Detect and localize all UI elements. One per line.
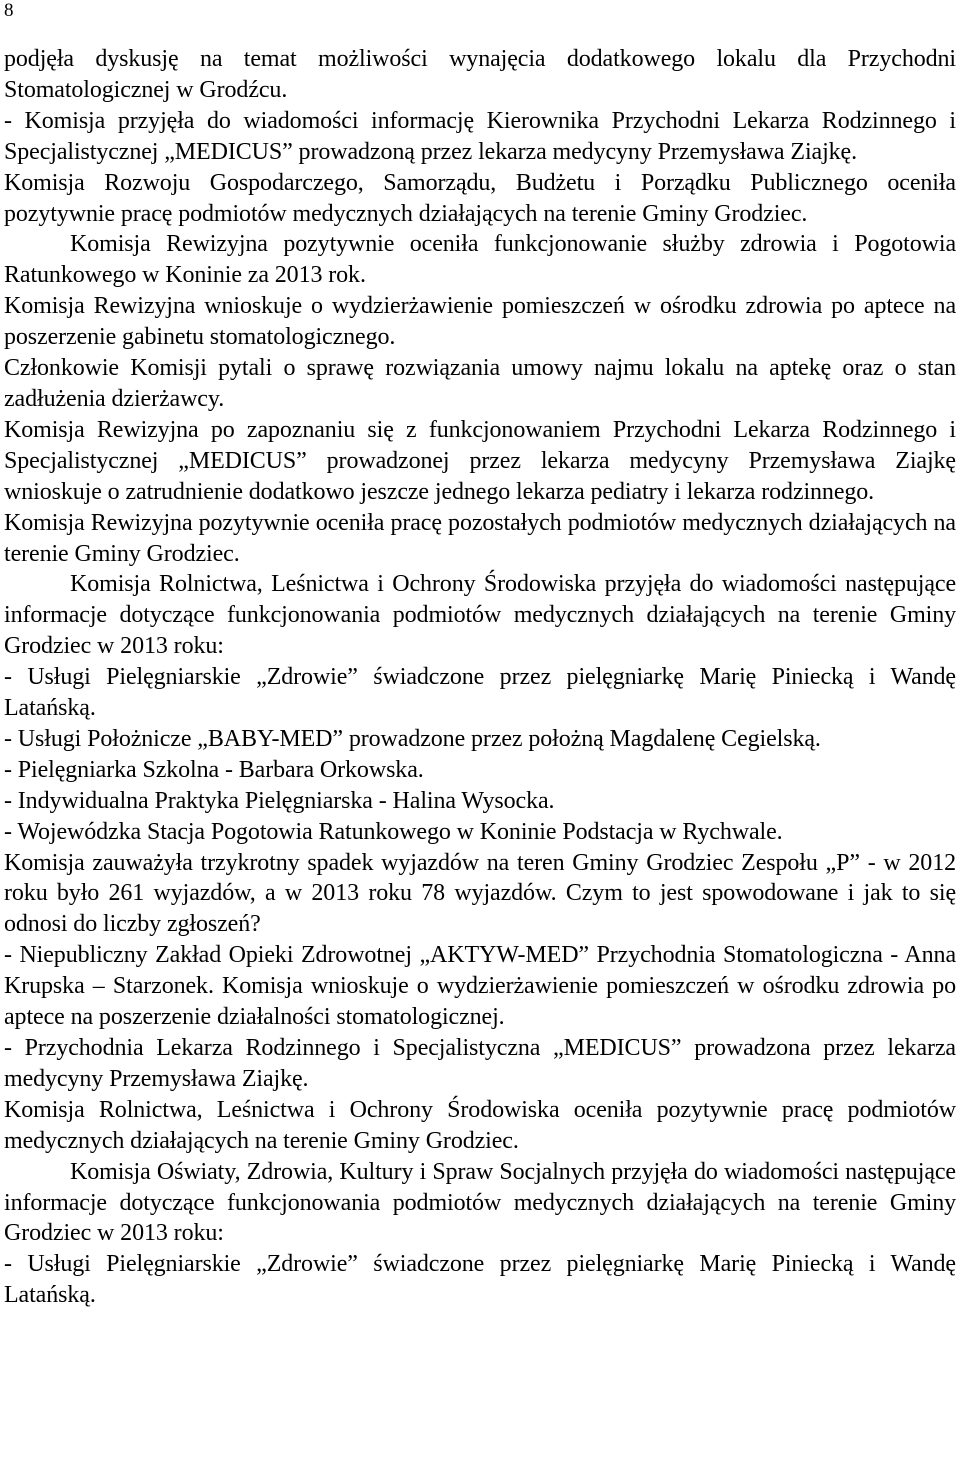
list-item-pielegniarka-szkolna: - Pielęgniarka Szkolna - Barbara Orkowska. (4, 756, 424, 783)
list-item-aktyw-med: - Niepubliczny Zakład Opieki Zdrowotnej „AKTYW-MED” Przychodnia Stomatologiczna - Anna Krupska – Starzonek. Komisja wnioskuje o wydzierżawienie pomieszczeń w ośrodku zdrowia po aptece na poszerzenie działalności stomatologicznej. (4, 942, 956, 1031)
paragraph-rolnictwa-ocena: Komisja Rolnictwa, Leśnictwa i Ochrony Środowiska oceniła pozytywnie pracę podmiotów medycznych działających na terenie Gminy Grodziec. (4, 1096, 956, 1154)
list-item-medicus: - Przychodnia Lekarza Rodzinnego i Specjalistyczna „MEDICUS” prowadzona przez lekarza medycyny Przemysława Ziajkę. (4, 1035, 956, 1092)
paragraph-pogotowie-note: Komisja zauważyła trzykrotny spadek wyjazdów na teren Gminy Grodziec Zespołu „P” - w 2012 roku było 261 wyjazdów, a w 2013 roku 78 wyjazdów. Czym to jest spowodowane i jak to się odnosi do liczby zgłoszeń? (4, 849, 956, 938)
list-item-praktyka-pielegniarska: - Indywidualna Praktyka Pielęgniarska - Halina Wysocka. (4, 787, 555, 814)
page-number: 8 (4, 0, 14, 21)
paragraph-6: Członkowie Komisji pytali o sprawę rozwiązania umowy najmu lokalu na aptekę oraz o stan zadłużenia dzierżawcy. (4, 355, 956, 412)
paragraph-oswiaty: Komisja Oświaty, Zdrowia, Kultury i Spraw Socjalnych przyjęła do wiadomości następujące informacje dotyczące funkcjonowania podmiotów medycznych działających na terenie Gminy Grodziec w 2013 roku: (4, 1158, 956, 1247)
list-item-pogotowie: - Wojewódzka Stacja Pogotowia Ratunkowego w Koninie Podstacja w Rychwale. (4, 818, 783, 845)
paragraph-7: Komisja Rewizyjna po zapoznaniu się z funkcjonowaniem Przychodni Lekarza Rodzinnego i Specjalistycznej „MEDICUS” prowadzonej przez lekarza medycyny Przemysława Ziajkę wnioskuje o zatrudnienie dodatkowo jeszcze jednego lekarza pediatry i lekarza rodzinnego. (4, 416, 956, 505)
paragraph-3: Komisja Rozwoju Gospodarczego, Samorządu, Budżetu i Porządku Publicznego oceniła pozytywnie pracę podmiotów medycznych działających na terenie Gminy Grodziec. (4, 169, 956, 227)
list-item-zdrowie-2: - Usługi Pielęgniarskie „Zdrowie” świadczone przez pielęgniarkę Marię Piniecką i Wandę Latańską. (4, 1251, 956, 1309)
list-item-baby-med: - Usługi Położnicze „BABY-MED” prowadzone przez położną Magdalenę Cegielską. (4, 725, 821, 752)
paragraph-8: Komisja Rewizyjna pozytywnie oceniła pracę pozostałych podmiotów medycznych działających na terenie Gminy Grodziec. (4, 509, 956, 567)
paragraph-5: Komisja Rewizyjna wnioskuje o wydzierżawienie pomieszczeń w ośrodku zdrowia po aptece na poszerzenie gabinetu stomatologicznego. (4, 293, 956, 351)
paragraph-4: Komisja Rewizyjna pozytywnie oceniła funkcjonowanie służby zdrowia i Pogotowia Ratunkowego w Koninie za 2013 rok. (4, 231, 956, 289)
list-item-zdrowie: - Usługi Pielęgniarskie „Zdrowie” świadczone przez pielęgniarkę Marię Piniecką i Wandę Latańską. (4, 664, 956, 722)
paragraph-2: - Komisja przyjęła do wiadomości informację Kierownika Przychodni Lekarza Rodzinnego i Specjalistycznej „MEDICUS” prowadzoną przez lekarza medycyny Przemysława Ziajkę. (4, 107, 956, 165)
paragraph-9: Komisja Rolnictwa, Leśnictwa i Ochrony Środowiska przyjęła do wiadomości następujące informacje dotyczące funkcjonowania podmiotów medycznych działających na terenie Gminy Grodziec w 2013 roku: (4, 571, 956, 660)
paragraph-1: podjęła dyskusję na temat możliwości wynajęcia dodatkowego lokalu dla Przychodni Stomatologicznej w Grodźcu. (4, 46, 956, 103)
